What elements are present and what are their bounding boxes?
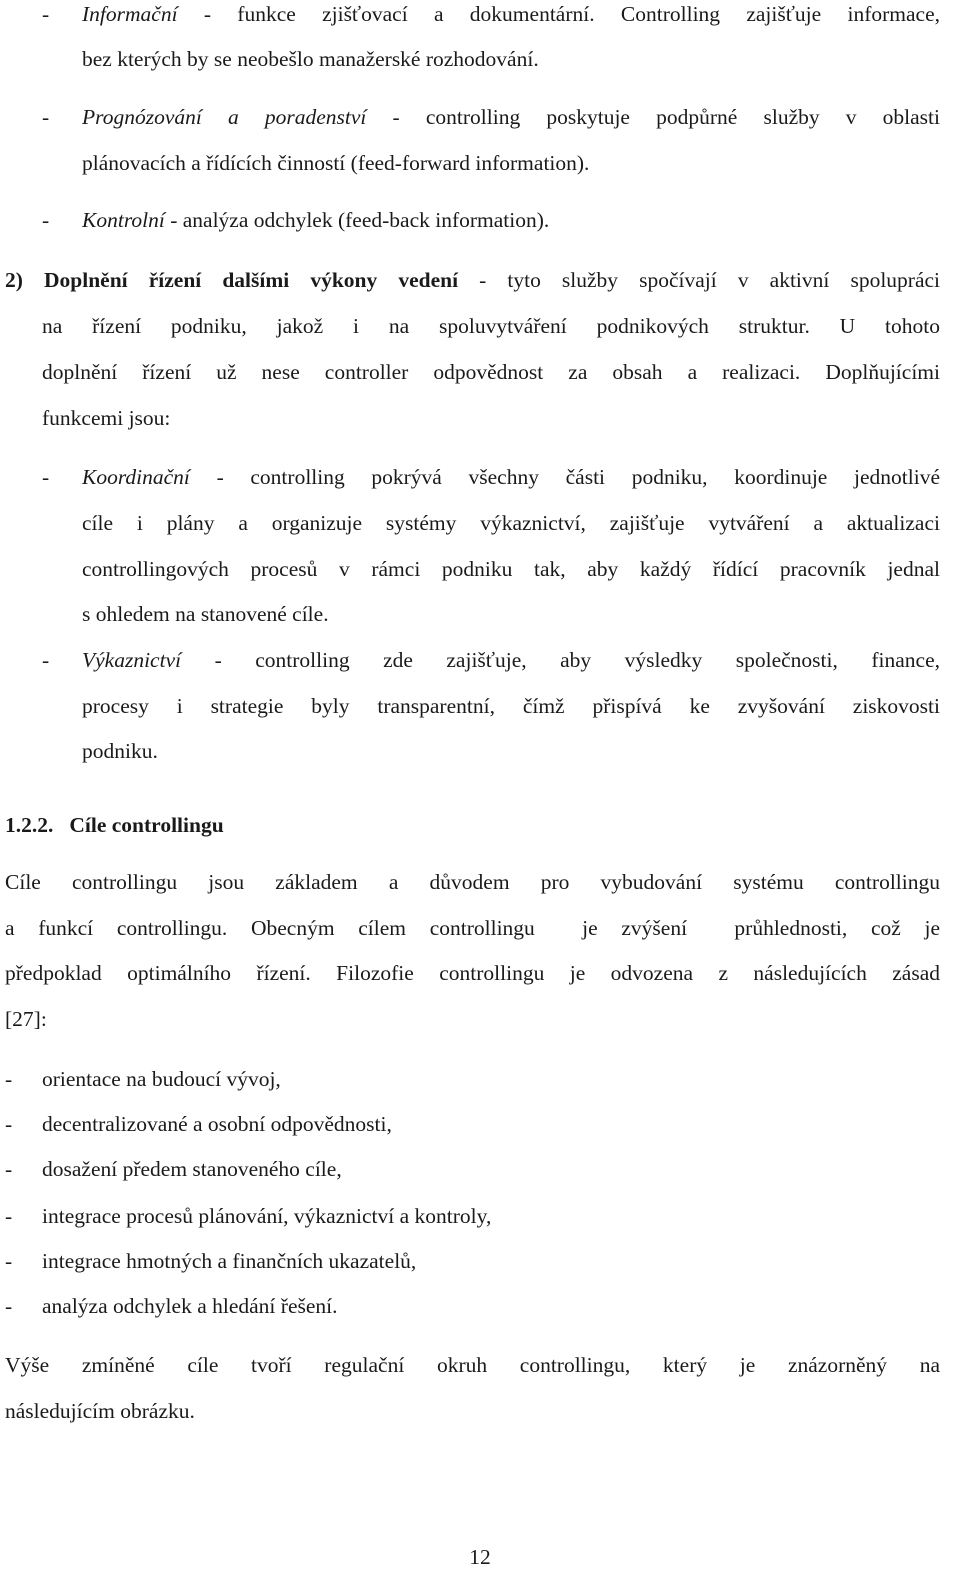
section-2-line-4: funkcemi jsou:	[42, 406, 171, 430]
paragraph-1-line-4: [27]:	[5, 1007, 47, 1031]
section-heading	[5, 815, 224, 837]
bullet-dash: -	[5, 1204, 13, 1228]
paragraph-2-line-1: Výše zmíněné cíle tvoří regulační okruh controllingu, který je znázorněný na	[5, 1353, 940, 1377]
section-2-line-2: na řízení podniku, jakož i na spoluvytváření podnikových struktur. U tohoto	[42, 314, 940, 338]
item-koordinacni-line-3: controllingových procesů v rámci podniku tak, aby každý řídící pracovník jednal	[82, 557, 940, 581]
bullet-dash: -	[42, 105, 50, 129]
list-item: orientace na budoucí vývoj,	[42, 1067, 281, 1091]
item-vykaznictvi-line-1: Výkaznictví - controlling zde zajišťuje, aby výsledky společnosti, finance,	[82, 648, 940, 672]
item-informacni-line-1: Informační - funkce zjišťovací a dokumentární. Controlling zajišťuje informace,	[82, 2, 940, 26]
bullet-dash: -	[42, 2, 50, 26]
section-2-line-3: doplnění řízení už nese controller odpovědnost za obsah a realizaci. Doplňujícími	[42, 360, 940, 384]
item-term: Koordinační	[82, 465, 190, 489]
item-term: Výkaznictví	[82, 648, 182, 672]
item-term: Prognózování a poradenství	[82, 105, 367, 129]
bullet-dash: -	[42, 208, 50, 232]
item-kontrolni-line-1: Kontrolní - analýza odchylek (feed-back information).	[82, 208, 550, 232]
bullet-dash: -	[42, 465, 50, 489]
paragraph-1-line-2: a funkcí controllingu. Obecným cílem controllingu je zvýšení průhlednosti, což je	[5, 916, 940, 940]
list-item: decentralizované a osobní odpovědnosti,	[42, 1112, 392, 1136]
item-term: Kontrolní	[82, 208, 165, 232]
bullet-dash: -	[5, 1067, 13, 1091]
paragraph-1-line-1: Cíle controllingu jsou základem a důvodem pro vybudování systému controllingu	[5, 870, 940, 894]
list-item: integrace hmotných a finančních ukazatelů,	[42, 1249, 417, 1273]
item-vykaznictvi-line-3: podniku.	[82, 739, 158, 763]
paragraph-2-line-2: následujícím obrázku.	[5, 1399, 195, 1423]
bullet-dash: -	[5, 1294, 13, 1318]
item-term: Informační	[82, 2, 178, 26]
list-item: integrace procesů plánování, výkaznictví a kontroly,	[42, 1204, 492, 1228]
page-number: 12	[469, 1545, 491, 1569]
bullet-dash: -	[5, 1157, 13, 1181]
item-informacni-line-2: bez kterých by se neobešlo manažerské rozhodování.	[82, 47, 539, 71]
heading-title: Cíle controllingu	[69, 813, 224, 837]
item-prognozovani-line-2: plánovacích a řídících činností (feed-forward information).	[82, 151, 590, 175]
item-koordinacni-line-1: Koordinační - controlling pokrývá všechny části podniku, koordinuje jednotlivé	[82, 465, 940, 489]
bullet-dash: -	[5, 1249, 13, 1273]
list-item: dosažení předem stanoveného cíle,	[42, 1157, 342, 1181]
item-koordinacni-line-2: cíle i plány a organizuje systémy výkaznictví, zajišťuje vytváření a aktualizaci	[82, 511, 940, 535]
item-vykaznictvi-line-2: procesy i strategie byly transparentní, čímž přispívá ke zvyšování ziskovosti	[82, 694, 940, 718]
section-2-line-1: 2) Doplnění řízení dalšími výkony vedení - tyto služby spočívají v aktivní spolupráci	[5, 268, 941, 292]
section-title: Doplnění řízení dalšími výkony vedení	[44, 268, 459, 292]
bullet-dash: -	[5, 1112, 13, 1136]
paragraph-1-line-3: předpoklad optimálního řízení. Filozofie controllingu je odvozena z následujících zásad	[5, 961, 940, 985]
section-number: 2)	[5, 268, 23, 292]
item-prognozovani-line-1: Prognózování a poradenství - controlling poskytuje podpůrné služby v oblasti	[82, 105, 940, 129]
item-koordinacni-line-4: s ohledem na stanovené cíle.	[82, 602, 329, 626]
list-item: analýza odchylek a hledání řešení.	[42, 1294, 338, 1318]
heading-number: 1.2.2.	[5, 813, 54, 837]
bullet-dash: -	[42, 648, 50, 672]
